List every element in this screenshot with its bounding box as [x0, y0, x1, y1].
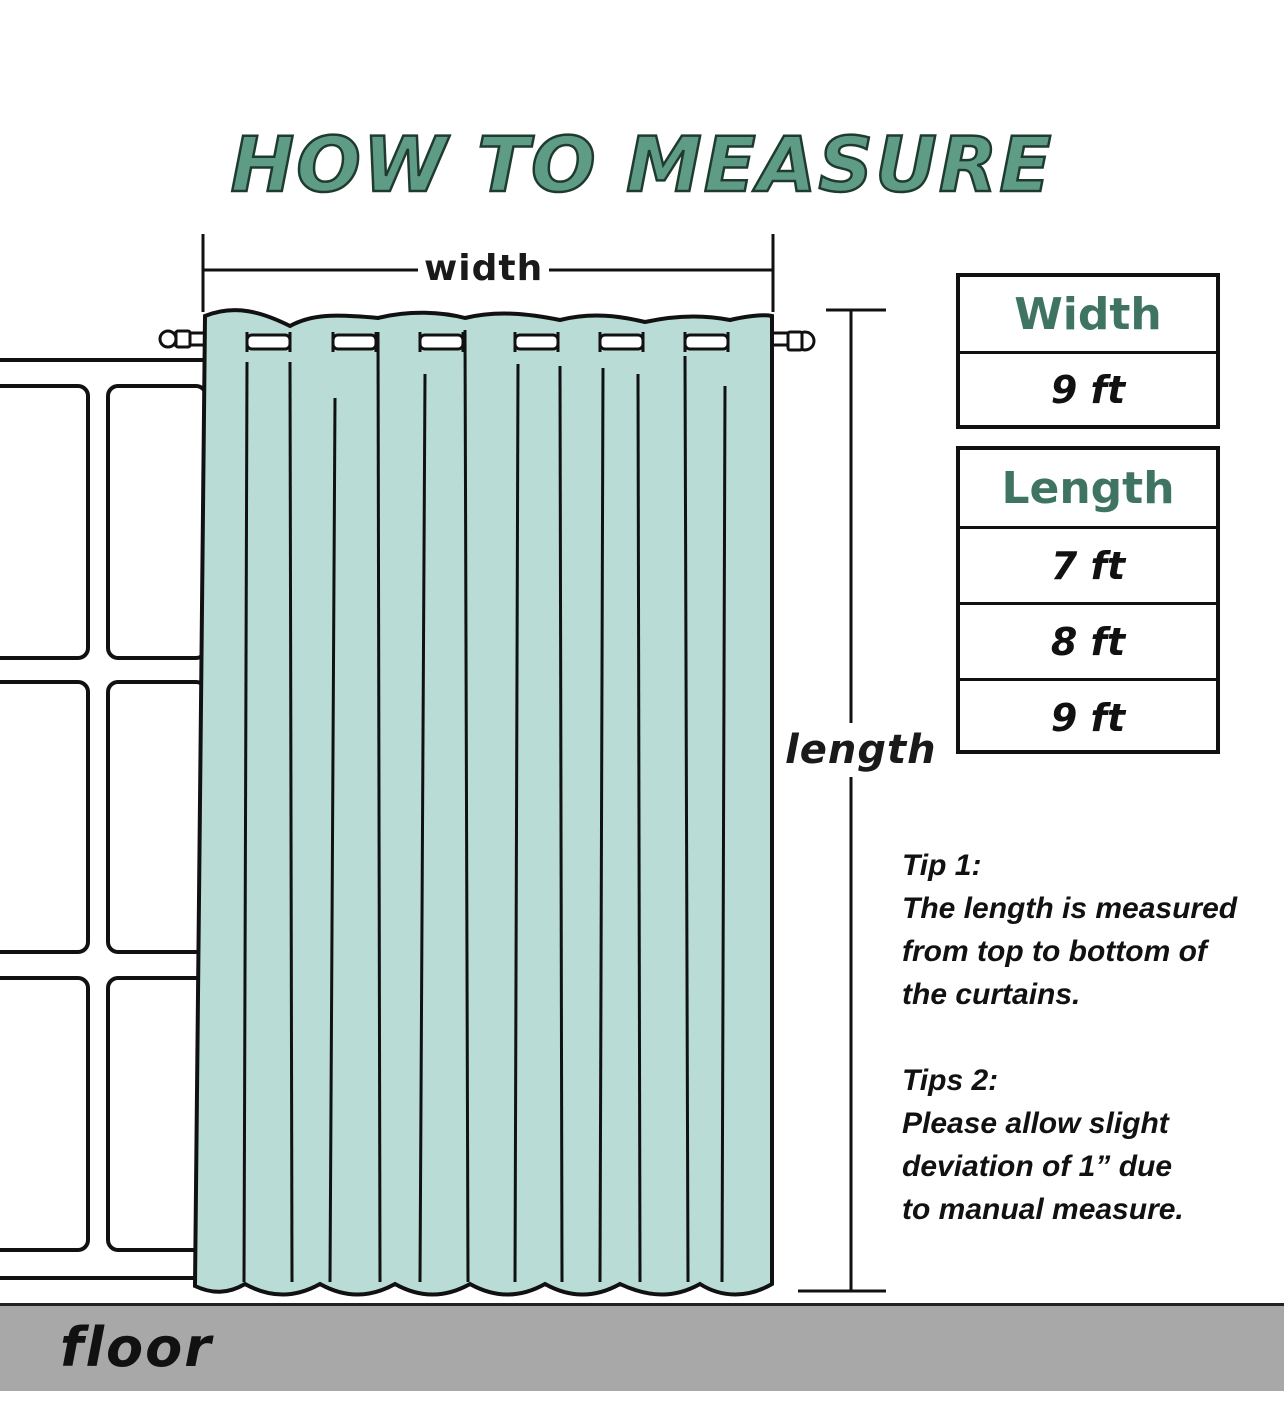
width-value: 9 ft: [960, 351, 1216, 425]
page-title: HOW TO MEASURE: [230, 120, 1054, 209]
tip1-line: The length is measured: [902, 892, 1238, 925]
window-frame: [0, 360, 206, 1278]
floor-label: floor: [60, 1316, 213, 1379]
width-label: width: [418, 248, 549, 289]
length-table-header: Length: [1001, 462, 1175, 514]
tips-block: [902, 844, 1282, 1231]
tip2-line: deviation of 1” due: [902, 1150, 1173, 1183]
length-value: 9 ft: [960, 678, 1216, 754]
length-size-table: [956, 446, 1220, 754]
length-dimension-line: [798, 310, 886, 1291]
width-table-header: Width: [1014, 288, 1162, 340]
tip2-line: to manual measure.: [902, 1193, 1184, 1226]
tip1-line: the curtains.: [902, 978, 1081, 1011]
tip1-title: Tip 1:: [902, 849, 982, 882]
width-size-table: [956, 273, 1220, 429]
length-value: 7 ft: [960, 526, 1216, 602]
length-value: 8 ft: [960, 602, 1216, 678]
length-label: length: [783, 723, 939, 777]
tip2-line: Please allow slight: [902, 1107, 1169, 1140]
tip2-title: Tips 2:: [902, 1064, 999, 1097]
tip1-line: from top to bottom of: [902, 935, 1207, 968]
